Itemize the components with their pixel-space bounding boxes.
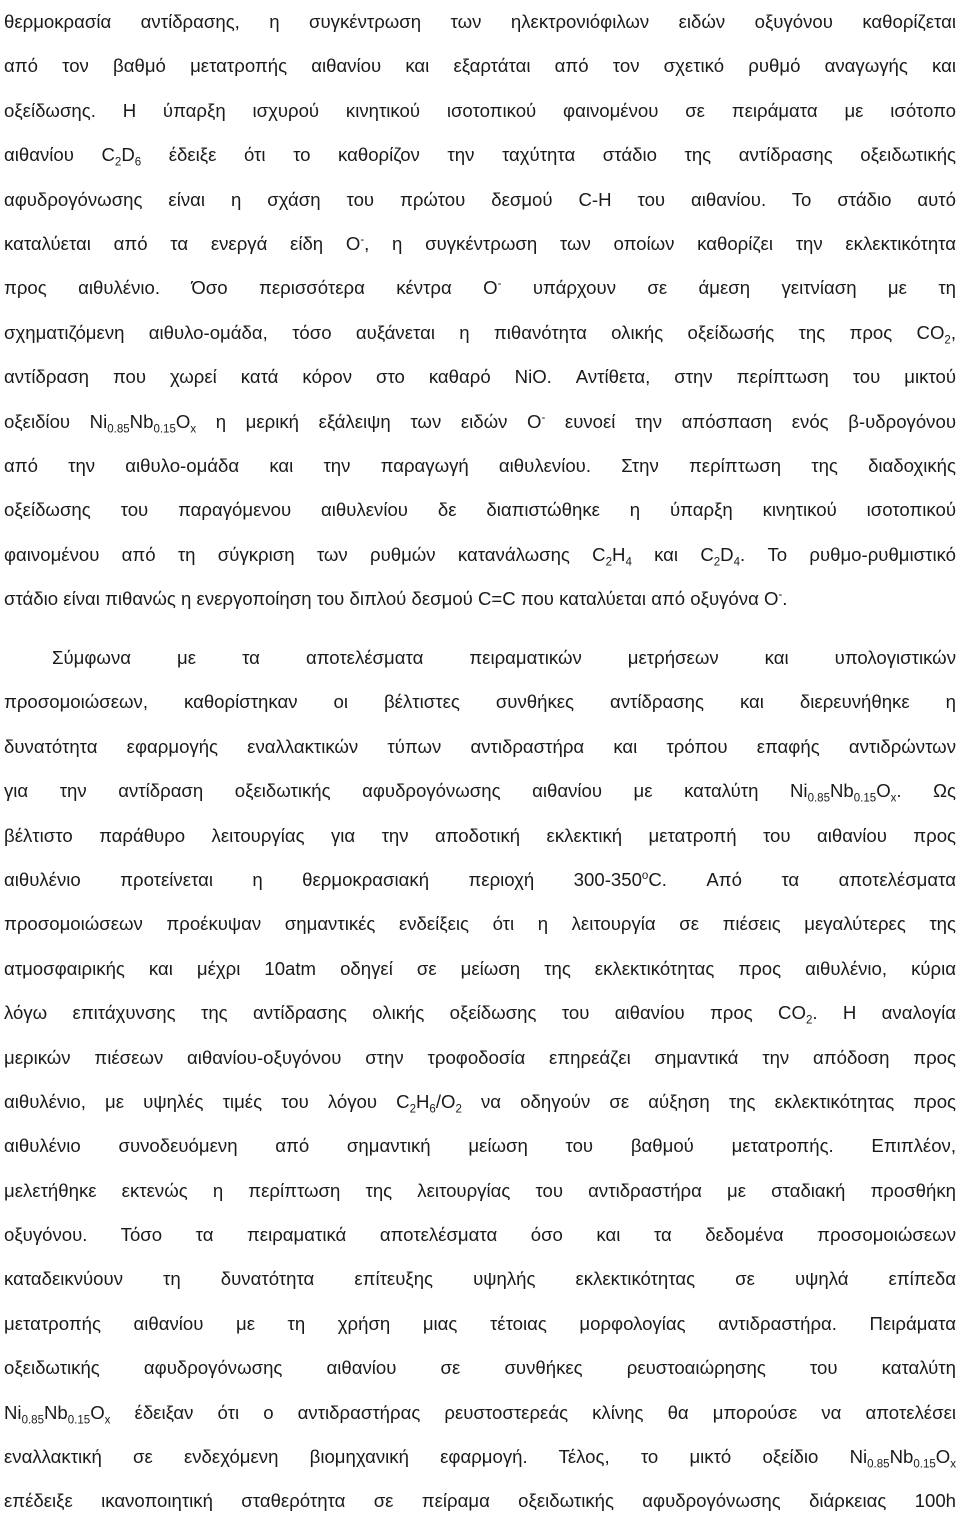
paragraph-1 bbox=[4, 0, 956, 621]
text-line: μετατροπής αιθανίου με τη χρήση μιας τέτοιας μορφολογίας αντιδραστήρα. Πειράματα bbox=[4, 1312, 956, 1334]
text-line: ατμοσφαιρικής και μέχρι 10atm οδηγεί σε μείωση της εκλεκτικότητας προς αιθυλένιο, κύρια bbox=[4, 957, 956, 979]
text-line: προς αιθυλένιο. Όσο περισσότερα κέντρα O- υπάρχουν σε άμεση γειτνίαση με τη bbox=[4, 277, 957, 299]
text-line: οξείδωσης του παραγόμενου αιθυλενίου δε διαπιστώθηκε η ύπαρξη κινητικού ισοτοπικού bbox=[4, 499, 956, 521]
text-line: από την αιθυλο-ομάδα και την παραγωγή αιθυλενίου. Στην περίπτωση της διαδοχικής bbox=[4, 454, 956, 476]
text-line: σχηματιζόμενη αιθυλο-ομάδα, τόσο αυξάνεται η πιθανότητα ολικής οξείδωσής της προς $CO_2$, bbox=[4, 321, 956, 347]
text-line: οξείδωσης. Η ύπαρξη ισχυρού κινητικού ισοτοπικού φαινομένου σε πειράματα με ισότοπο bbox=[4, 99, 956, 121]
text-line: αιθανίου $C_2D_6$ έδειξε ότι το καθορίζον την ταχύτητα στάδιο της αντίδρασης οξειδωτικής bbox=[4, 144, 956, 169]
text-line: αιθυλένιο συνοδευόμενη από σημαντική μείωση του βαθμού μετατροπής. Επιπλέον, bbox=[4, 1135, 956, 1157]
text-line: προσομοιώσεων, καθορίστηκαν οι βέλτιστες συνθήκες αντίδρασης και διερευνήθηκε η bbox=[4, 691, 956, 713]
text-line: αντίδραση που χωρεί κατά κόρον στο καθαρό NiO. Αντίθετα, στην περίπτωση του μικτού bbox=[4, 366, 956, 388]
text-line: οξυγόνου. Τόσο τα πειραματικά αποτελέσματα όσο και τα δεδομένα προσομοιώσεων bbox=[4, 1224, 956, 1246]
text-line: δυνατότητα εφαρμογής εναλλακτικών τύπων αντιδραστήρα και τρόπου επαφής αντιδρώντων bbox=[4, 735, 956, 757]
text-line: αφυδρογόνωσης είναι η σχάση του πρώτου δεσμού C-H του αιθανίου. Το στάδιο αυτό bbox=[4, 188, 956, 210]
text-line: οξειδωτικής αφυδρογόνωσης αιθανίου σε συνθήκες ρευστοαιώρησης του καταλύτη bbox=[4, 1357, 956, 1379]
text-line: φαινομένου από τη σύγκριση των ρυθμών κατανάλωσης $C_2H_4$ και $C_2D_4$. Το ρυθμο-ρυθμιστικό bbox=[4, 543, 957, 569]
text-line: από τον βαθμό μετατροπής αιθανίου και εξαρτάται από τον σχετικό ρυθμό αναγωγής και bbox=[4, 55, 956, 77]
text-line: αιθυλένιο προτείνεται η θερμοκρασιακή περιοχή 300-350$^o$C. Από τα αποτελέσματα bbox=[4, 868, 956, 890]
paragraph-2 bbox=[4, 636, 956, 1524]
text-line: μελετήθηκε εκτενώς η περίπτωση της λειτουργίας του αντιδραστήρα με σταδιακή προσθήκη bbox=[4, 1179, 956, 1201]
text-line: καταλύεται από τα ενεργά είδη O-, η συγκέντρωση των οποίων καθορίζει την εκλεκτικότητα bbox=[4, 232, 957, 254]
text-line: βέλτιστο παράθυρο λειτουργίας για την αποδοτική εκλεκτική μετατροπή του αιθανίου προς bbox=[4, 824, 956, 846]
text-line: επέδειξε ικανοποιητική σταθερότητα σε πείραμα οξειδωτικής αφυδρογόνωσης διάρκειας 100h bbox=[4, 1490, 956, 1512]
text-line: για την αντίδραση οξειδωτικής αφυδρογόνωσης αιθανίου με καταλύτη $Ni_{0.85}Nb_{0.15}O_x$. Ως bbox=[4, 780, 956, 805]
text-line: αιθυλένιο, με υψηλές τιμές του λόγου $C_2H_6/O_2$ να οδηγούν σε αύξηση της εκλεκτικότητας προς bbox=[4, 1090, 956, 1116]
text-line: οξειδίου $Ni_{0.85}Nb_{0.15}O_x$ η μερική εξάλειψη των ειδών O- ευνοεί την απόσπαση ενός β-υδρογόνου bbox=[4, 410, 956, 436]
text-line: Σύμφωνα με τα αποτελέσματα πειραματικών μετρήσεων και υπολογιστικών bbox=[52, 647, 956, 668]
text-line: θερμοκρασία αντίδρασης, η συγκέντρωση των ηλεκτρονιόφιλων ειδών οξυγόνου καθορίζεται bbox=[4, 11, 956, 32]
text-line: εναλλακτική σε ενδεχόμενη βιομηχανική εφαρμογή. Τέλος, το μικτό οξείδιο $Ni_{0.85}Nb_{0.15}O_x$ bbox=[4, 1446, 956, 1471]
text-line: στάδιο είναι πιθανώς η ενεργοποίηση του διπλού δεσμού C=C που καταλύεται από οξυγόνα O-. bbox=[4, 588, 788, 610]
text-line: μερικών πιέσεων αιθανίου-οξυγόνου στην τροφοδοσία επηρεάζει σημαντικά την απόδοση προς bbox=[4, 1046, 956, 1068]
text-line: $Ni_{0.85}Nb_{0.15}O_x$ έδειξαν ότι ο αντιδραστήρας ρευστοστερεάς κλίνης θα μπορούσε να αποτελέσει bbox=[4, 1401, 956, 1427]
text-line: καταδεικνύουν τη δυνατότητα επίτευξης υψηλής εκλεκτικότητας σε υψηλά επίπεδα bbox=[4, 1268, 956, 1290]
text-line: προσομοιώσεων προέκυψαν σημαντικές ενδείξεις ότι η λειτουργία σε πιέσεις μεγαλύτερες της bbox=[4, 913, 956, 935]
text-line: λόγω επιτάχυνσης της αντίδρασης ολικής οξείδωσης του αιθανίου προς $CO_2$. Η αναλογία bbox=[4, 1002, 956, 1027]
